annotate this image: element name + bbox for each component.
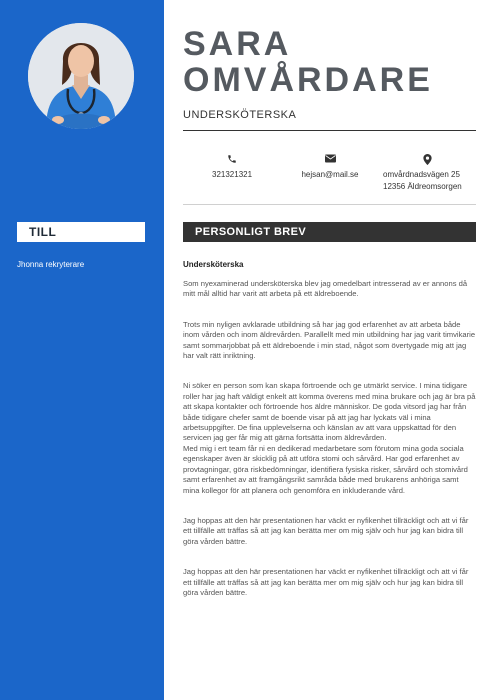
letter-body	[183, 279, 476, 598]
contact-divider	[183, 204, 476, 205]
header-divider	[183, 130, 476, 131]
email-text: hejsan@mail.se	[301, 170, 359, 179]
nurse-portrait-image	[28, 23, 134, 129]
letter-paragraph: Med mig i ert team får ni en dedikerad medarbetare som förutom mina goda sociala egenskaper även är skicklig på att utföra stomi och sårvård. Har god erfarenhet av provtagningar, göra riskbedömningar, identifiera fysiska risker, sårvård och stomivård samt erfarenhet av att framgångsrikt samråda både med brukarens anhöriga samt mina kollegor för att planera och genomföra en inkluderande vård.	[183, 443, 468, 495]
contact-address	[383, 154, 483, 193]
letter-paragraph: Trots min nyligen avklarade utbildning så har jag god erfarenhet av att arbeta både inom vården och inom äldrevården. Parallellt med min utbildning har jag varit timvikarie samt sommarjobbat på ett äldreboende i min stad, något som övertygade mig att jag har valt rätt inriktning.	[183, 319, 476, 361]
name-line-1: SARA	[183, 25, 292, 63]
envelope-icon	[300, 154, 360, 166]
to-label: TILL	[17, 222, 145, 242]
sidebar	[0, 0, 164, 700]
section-title: PERSONLIGT BREV	[183, 222, 476, 242]
letter-paragraph: Ni söker en person som kan skapa förtroende och ge utmärkt service. I mina tidigare roller har jag haft väldigt enkelt att komma överens med mina brukare och jag är bra på att skapa kontakter och förtroende hos äldre människor. De goda vitsord jag har från både tidigare chefer samt de boende visar på att jag har lyckats väl i mina arbetsuppgifter. De fina upplevelserna och känslan av att vara uppskattad för den servicen jag ger får mig att gärna fortsätta inom äldrevården.	[183, 381, 476, 443]
candidate-name	[183, 26, 483, 98]
name-line-2: OMVÅRDARE	[183, 61, 433, 99]
letter-paragraph: Som nyexaminerad undersköterska blev jag omedelbart intresserad av er annons då mitt mål alltid har varit att arbeta på ett äldreboende.	[183, 279, 468, 299]
recipient-name: Jhonna rekryterare	[17, 260, 85, 269]
location-pin-icon	[383, 154, 471, 166]
phone-text: 321321321	[212, 170, 253, 179]
contact-email	[300, 154, 360, 181]
address-line-1: omvårdnadsvägen 25	[383, 170, 460, 179]
profile-photo	[28, 23, 134, 129]
letter-subject: Undersköterska	[183, 260, 244, 269]
letter-paragraph: Jag hoppas att den här presentationen har väckt er nyfikenhet tillräckligt och att vi får ett tillfälle att träffas så att jag kan berätta mer om mig själv och hur jag kan bidra till göra vården bättre.	[183, 567, 469, 597]
phone-icon	[212, 154, 252, 166]
address-line-2: 12356 Äldreomsorgen	[383, 182, 462, 191]
job-title: UNDERSKÖTERSKA	[183, 109, 297, 121]
contact-phone	[212, 154, 252, 181]
letter-paragraph: Jag hoppas att den här presentationen har väckt er nyfikenhet tillräckligt och att vi får ett tillfälle att träffas så att jag kan berätta mer om mig själv och hur jag kan bidra till göra vården bättre.	[183, 515, 469, 546]
